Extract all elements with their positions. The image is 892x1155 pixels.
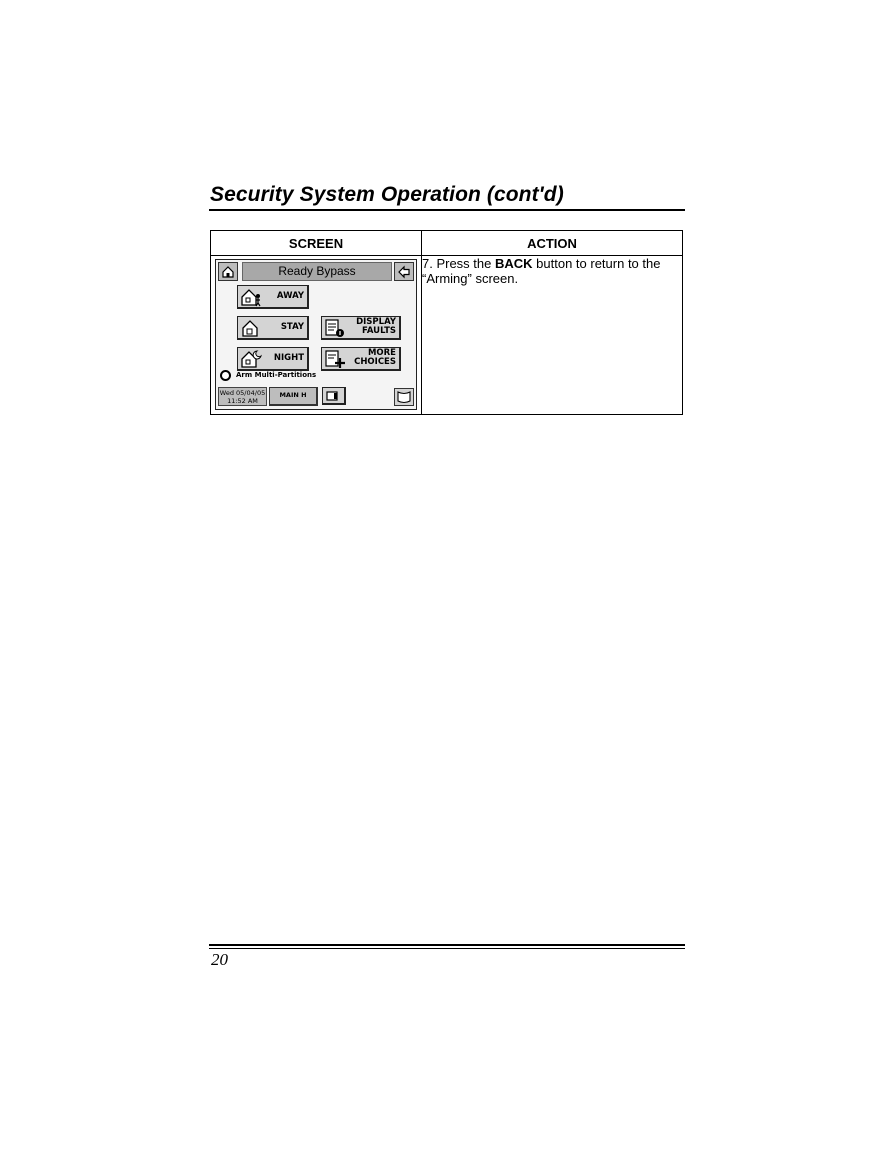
date-text: Wed 05/04/05 [219, 389, 266, 397]
time-text: 11:52 AM [227, 397, 258, 405]
more-choices-label [354, 348, 396, 368]
status-title: Ready Bypass [242, 262, 392, 281]
back-button[interactable] [394, 262, 414, 281]
speaker-icon [324, 389, 344, 403]
screen-action-table [210, 230, 683, 415]
fault-document-icon [324, 318, 346, 338]
night-house-icon [240, 349, 262, 369]
panic-button[interactable] [394, 388, 414, 406]
action-text-start: 7. Press the [422, 256, 495, 271]
footer-rule [209, 944, 685, 946]
home-button[interactable] [218, 262, 238, 281]
stay-button[interactable] [237, 316, 309, 340]
footer-rule-thin [209, 948, 685, 949]
display-faults-line1: DISPLAY [356, 317, 396, 327]
stay-house-icon [240, 318, 262, 338]
night-label: NIGHT [273, 353, 304, 363]
shield-icon [396, 390, 412, 404]
action-cell [422, 256, 683, 415]
away-label: AWAY [276, 291, 304, 301]
title-rule [209, 209, 685, 211]
display-faults-line2: FAULTS [362, 326, 396, 336]
more-choices-button[interactable] [321, 347, 401, 371]
away-house-icon [240, 287, 262, 307]
page-number: 20 [211, 950, 228, 969]
main-house-button[interactable]: MAIN H [269, 387, 318, 406]
house-icon [221, 265, 235, 279]
back-arrow-icon [397, 265, 411, 279]
column-header-screen: SCREEN [211, 231, 422, 256]
more-choices-line1: MORE [367, 348, 396, 358]
keypad-screen [215, 259, 417, 410]
arm-multi-partitions-label: Arm Multi-Partitions [236, 371, 317, 379]
action-text-end: button to return to the “Arming” screen. [422, 256, 661, 286]
speaker-button[interactable] [322, 387, 346, 405]
more-choices-icon [324, 349, 346, 369]
page-title: Security System Operation (cont'd) [210, 183, 564, 206]
column-header-action: ACTION [422, 231, 683, 256]
away-button[interactable] [237, 285, 309, 309]
back-keyword: BACK [494, 256, 533, 271]
display-faults-label [356, 317, 396, 337]
arm-multi-partitions-radio[interactable] [220, 370, 231, 381]
screen-cell [211, 256, 422, 415]
more-choices-line2: CHOICES [354, 357, 396, 367]
night-button[interactable] [237, 347, 309, 371]
date-time-display [218, 387, 267, 406]
keypad-top-bar [218, 262, 414, 282]
display-faults-button[interactable] [321, 316, 401, 340]
stay-label: STAY [280, 322, 304, 332]
